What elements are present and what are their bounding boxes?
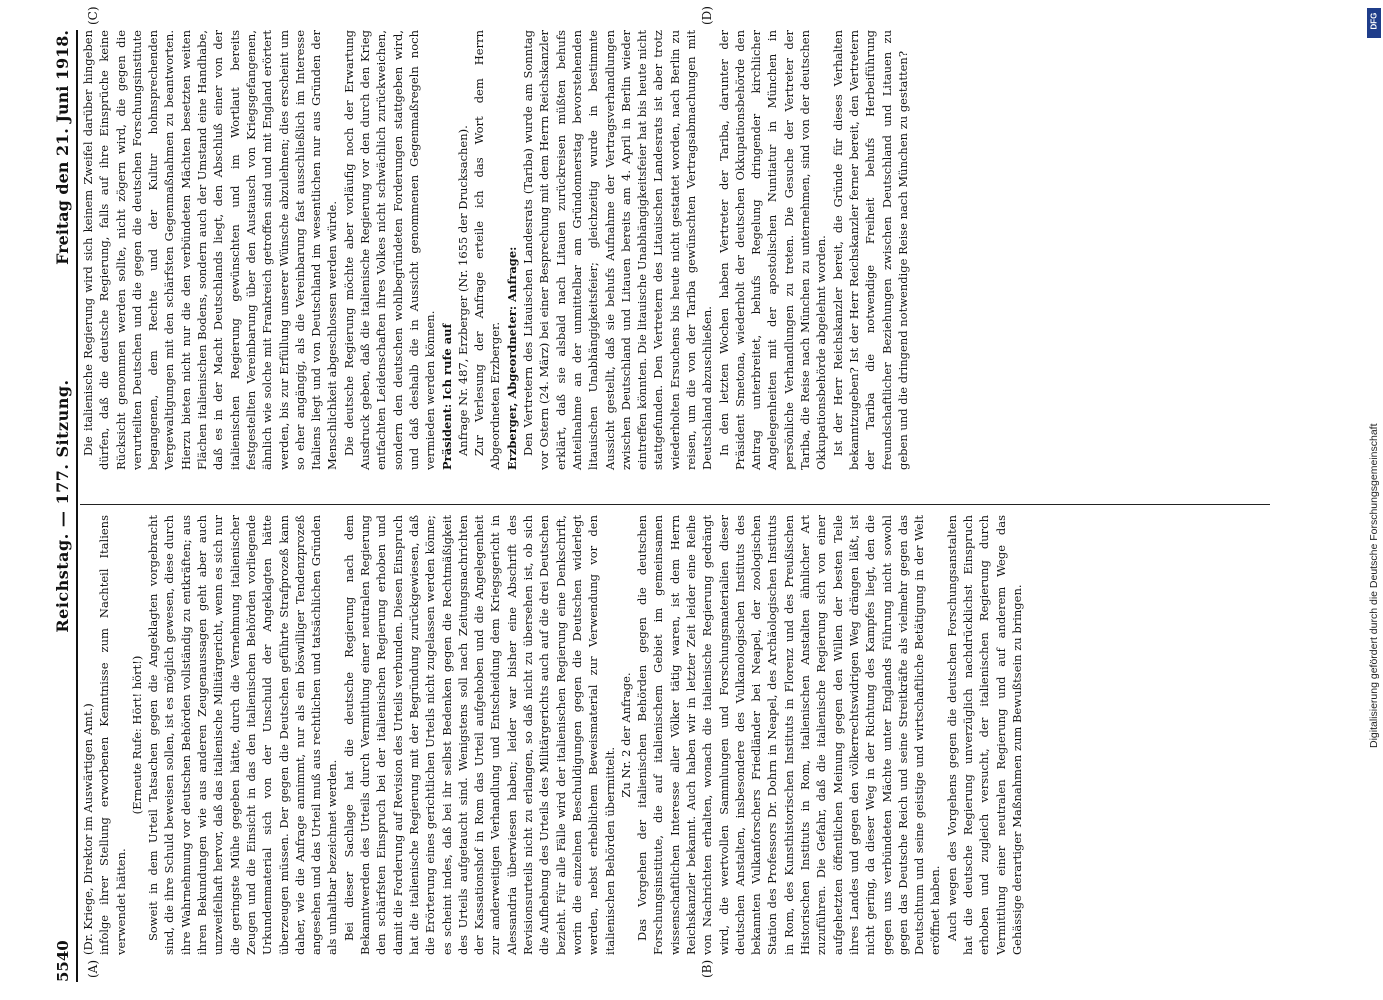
watermark-text: Digitalisierung gefördert durch die Deutsche Forschungsgemeinschaft — [1368, 423, 1380, 748]
digitization-watermark — [1364, 8, 1383, 992]
president-call: Präsident: Ich rufe auf — [439, 323, 454, 470]
paragraph: Die deutsche Regierung möchte aber vorläufig noch der Erwartung Ausdruck geben, daß die italienische Regierung vor den durch den Krieg entfachten Leidenschaften ihres Volkes nicht schwächlich zurückweichen, sondern den deutschen wohlbegründeten Forderungen stattgeben wird, und daß deshalb die in Aussicht genommenen Gegenmaßregeln noch vermieden werden können. — [341, 30, 438, 470]
speaker-line: (Dr. Kriege, Direktor im Auswärtigen Amt.) — [81, 703, 95, 955]
paragraph: Die italienische Regierung wird sich keinem Zweifel darüber hingeben dürfen, daß die deutsche Regierung, falls auf ihre Einsprüche keine Rücksicht genommen werden sollte, nicht zögern wird, die gegen die verurteilten Deutschen und die gegen die deutschen Forschungsinstitute begangenen, dem Rechte und der Kultur hohnsprechenden Vergewaltigungen mit den schärfsten Gegenmaßnahmen zu beantworten. Hierzu bieten nicht nur die den verbündeten Mächten besetzten weiten Flächen italienischen Bodens, sondern auch der Umstand eine Handhabe, daß es in der Macht Deutschlands liegt, den Abschluß einer von der italienischen Regierung gewünschten und im Wortlaut bereits festgestellten Vereinbarung über den Austausch von Kriegsgefangenen, ähnlich wie solche mit Frankreich getroffen sind und mit England erörtert werden, bis zur Erfüllung unserer Wünsche abzulehnen; dies erscheint um so eher angängig, als die Vereinbarung fast ausschließlich im Interesse Italiens liegt und von Deutschland im wesentlichen nur aus Gründen der Menschlichkeit abgeschlossen werden würde. — [81, 30, 340, 470]
left-column — [80, 515, 1025, 955]
paragraph: Zur Verlesung der Anfrage erteile ich das Wort dem Herrn Abgeordneten Erzberger. — [472, 30, 503, 470]
paragraph: infolge ihrer Stellung erworbenen Kenntnisse zum Nachteil Italiens verwendet hätten. — [97, 515, 128, 955]
paragraph: In den letzten Wochen haben Vertreter der Tariba, darunter der Präsident Smetona, wiederholt der deutschen Okkupationsbehörde den Antrag unterbreitet, behufs Regelung dringender kirchlicher Angelegenheiten mit der apostolischen Nuntiatur in München in persönliche Verhandlungen zu treten. Die Gesuche der Vertreter der Tariba, die Reise nach München zu unternehmen, sind von der deutschen Okkupationsbehörde abgelehnt worden. — [716, 30, 829, 470]
paragraph: Ist der Herr Reichskanzler bereit, die Gründe für dieses Verhalten bekanntzugeben? Ist der Herr Reichskanzler ferner bereit, den Vertretern der Tariba die notwendige Freiheit behufs Herbeiführung freundschaftlicher Beziehungen zwischen Deutschland und Litauen zu geben und die dringend notwendige Reise nach München zu gestatten? — [830, 30, 910, 470]
margin-marker-a: (A) — [86, 959, 100, 978]
speaker-line: Erzberger, Abgeordneter: Anfrage: — [504, 246, 519, 470]
page-header — [42, 30, 78, 982]
session-date: Freitag den 21. Juni 1918. — [53, 30, 72, 265]
page-number: 5540 — [54, 940, 72, 982]
paragraph: Den Vertretern des Litauischen Landesrats (Tariba) wurde am Sonntag vor Ostern (24. März) bei einer Besprechung mit dem Herrn Reichskanzler erklärt, daß sie alsbald nach Litauen zurückreisen müßten behufs Anteilnahme an der unmittelbar am Gründonnerstag bevorstehenden litauischen Unabhängigkeitsfeier; gleichzeitig wurde in bestimmte Aussicht gestellt, daß sie behufs Aufnahme der Vertragsverhandlungen zwischen Deutschland und Litauen bereits am 4. April in Berlin wieder eintreffen könnten. Die litauische Unabhängigkeitsfeier hat bis heute nicht stattgefunden. Den Vertretern des Litauischen Landesrats ist aber trotz wiederholten Ersuchens bis heute nicht gestattet worden, nach Berlin zu reisen, um die von der Tariba gewünschten Vertragsabmachungen mit Deutschland abzuschließen. — [521, 30, 715, 470]
interjection: (Erneute Rufe: Hört! hört!) — [129, 655, 144, 815]
margin-marker-b: (B) — [700, 959, 714, 978]
column-divider — [80, 504, 1270, 505]
paragraph: Auch wegen des Vorgehens gegen die deutschen Forschungsanstalten hat die deutsche Regierung unverzüglich nachdrücklichst Einspruch erhoben und zugleich versucht, der italienischen Regierung durch Vermittlung einer neutralen Regierung und auf anderem Wege das Gehässige derartiger Maßnahmen zum Bewußtsein zu bringen. — [944, 515, 1024, 955]
paragraph: Soweit in dem Urteil Tatsachen gegen die Angeklagten vorgebracht sind, die ihre Schuld beweisen sollen, ist es möglich gewesen, diese durch ihre Wahrnehmung vor deutschen Behörden vollständig zu entkräften; aus ihren Bekundungen wie aus anderen Zeugenaussagen geht aber auch unzweifelhaft hervor, daß das italienische Militärgericht, wenn es sich nur die geringste Mühe gegeben hätte, durch die Vernehmung italienischer Zeugen und die Einsicht in das den italienischen Behörden vorliegende Urkundenmaterial sich von der Unschuld der Angeklagten hätte überzeugen müssen. Der gegen die Deutschen geführte Strafprozeß kann daher, wie die Anfrage annimmt, nur als ein böswilliger Tendenzprozeß angesehen und das Urteil muß aus rechtlichen und tatsächlichen Gründen als unhaltbar bezeichnet werden. — [146, 515, 340, 955]
margin-marker-d: (D) — [700, 6, 714, 25]
margin-marker-c: (C) — [86, 6, 100, 25]
section-heading: Zu Nr. 2 der Anfrage. — [618, 672, 633, 798]
running-title: Reichstag. — 177. Sitzung. — [53, 379, 72, 633]
paragraph: Das Vorgehen der italienischen Behörden gegen die deutschen Forschungsinstitute, die auf italienischem Gebiet im gemeinsamen wissenschaftlichen Interesse aller Völker tätig waren, ist dem Herrn Reichskanzler bekannt. Auch haben wir in letzter Zeit leider eine Reihe von Nachrichten erhalten, wonach die italienische Regierung gedrängt wird, die wertvollen Sammlungen und Forschungsmaterialien dieser deutschen Anstalten, insbesondere des Vulkanologischen Instituts des bekannten Vulkanforschers Friedländer bei Neapel, der zoologischen Station des Professors Dr. Dohrn in Neapel, des Archäologischen Instituts in Rom, des Kunsthistorischen Instituts in Florenz und des Preußischen Historischen Instituts in Rom, italienischen Anstalten ähnlicher Art zuzuführen. Die Gefahr, daß die italienische Regierung sich von einer aufgehetzten öffentlichen Meinung gegen den Willen der besten Teile ihres Landes und gegen den völkerrechtswidrigen Weg drängen läßt, ist nicht gering, da dieser Weg in der Richtung des Kampfes liegt, den die gegen uns verbündeten Mächte unter Englands Führung nicht sowohl gegen das Deutsche Reich und seine Streitkräfte als vielmehr gegen das Deutschtum und seine geistige und wirtschaftliche Betätigung in der Welt eröffnet haben. — [635, 515, 943, 955]
paragraph: Bei dieser Sachlage hat die deutsche Regierung nach dem Bekanntwerden des Urteils durch Vermittlung einer neutralen Regierung den schärfsten Einspruch bei der italienischen Regierung erhoben und damit die Forderung auf Revision des Urteils verbunden. Diesen Einspruch hat die italienische Regierung mit der Begründung zurückgewiesen, daß die Erörterung eines gerichtlichen Urteils nicht zugelassen werden könne; es scheint indes, daß bei ihr selbst Bedenken gegen die Rechtmäßigkeit des Urteils aufgetaucht sind. Wenigstens soll nach Zeitungsnachrichten der Kassationshof in Rom das Urteil aufgehoben und die Angelegenheit zur anderweitigen Verhandlung und Entscheidung dem Kriegsgericht in Alessandria überwiesen haben; leider war bisher eine Abschrift des Revisionsurteils nicht zu erlangen, so daß nicht zu übersehen ist, ob sich die Aufhebung des Urteils des Militärgerichts auch auf die drei Deutschen bezieht. Für alle Fälle wird der italienischen Regierung eine Denkschrift, worin die einzelnen Beschuldigungen gegen die Deutschen widerlegt werden, nebst erheblichem Beweismaterial zur Verwendung vor den italienischen Behörden übermittelt. — [341, 515, 617, 955]
dfg-logo: DFG — [1367, 8, 1381, 38]
right-column — [80, 30, 911, 470]
paragraph: Anfrage Nr. 487, Erzberger (Nr. 1655 der Drucksachen). — [455, 125, 470, 456]
